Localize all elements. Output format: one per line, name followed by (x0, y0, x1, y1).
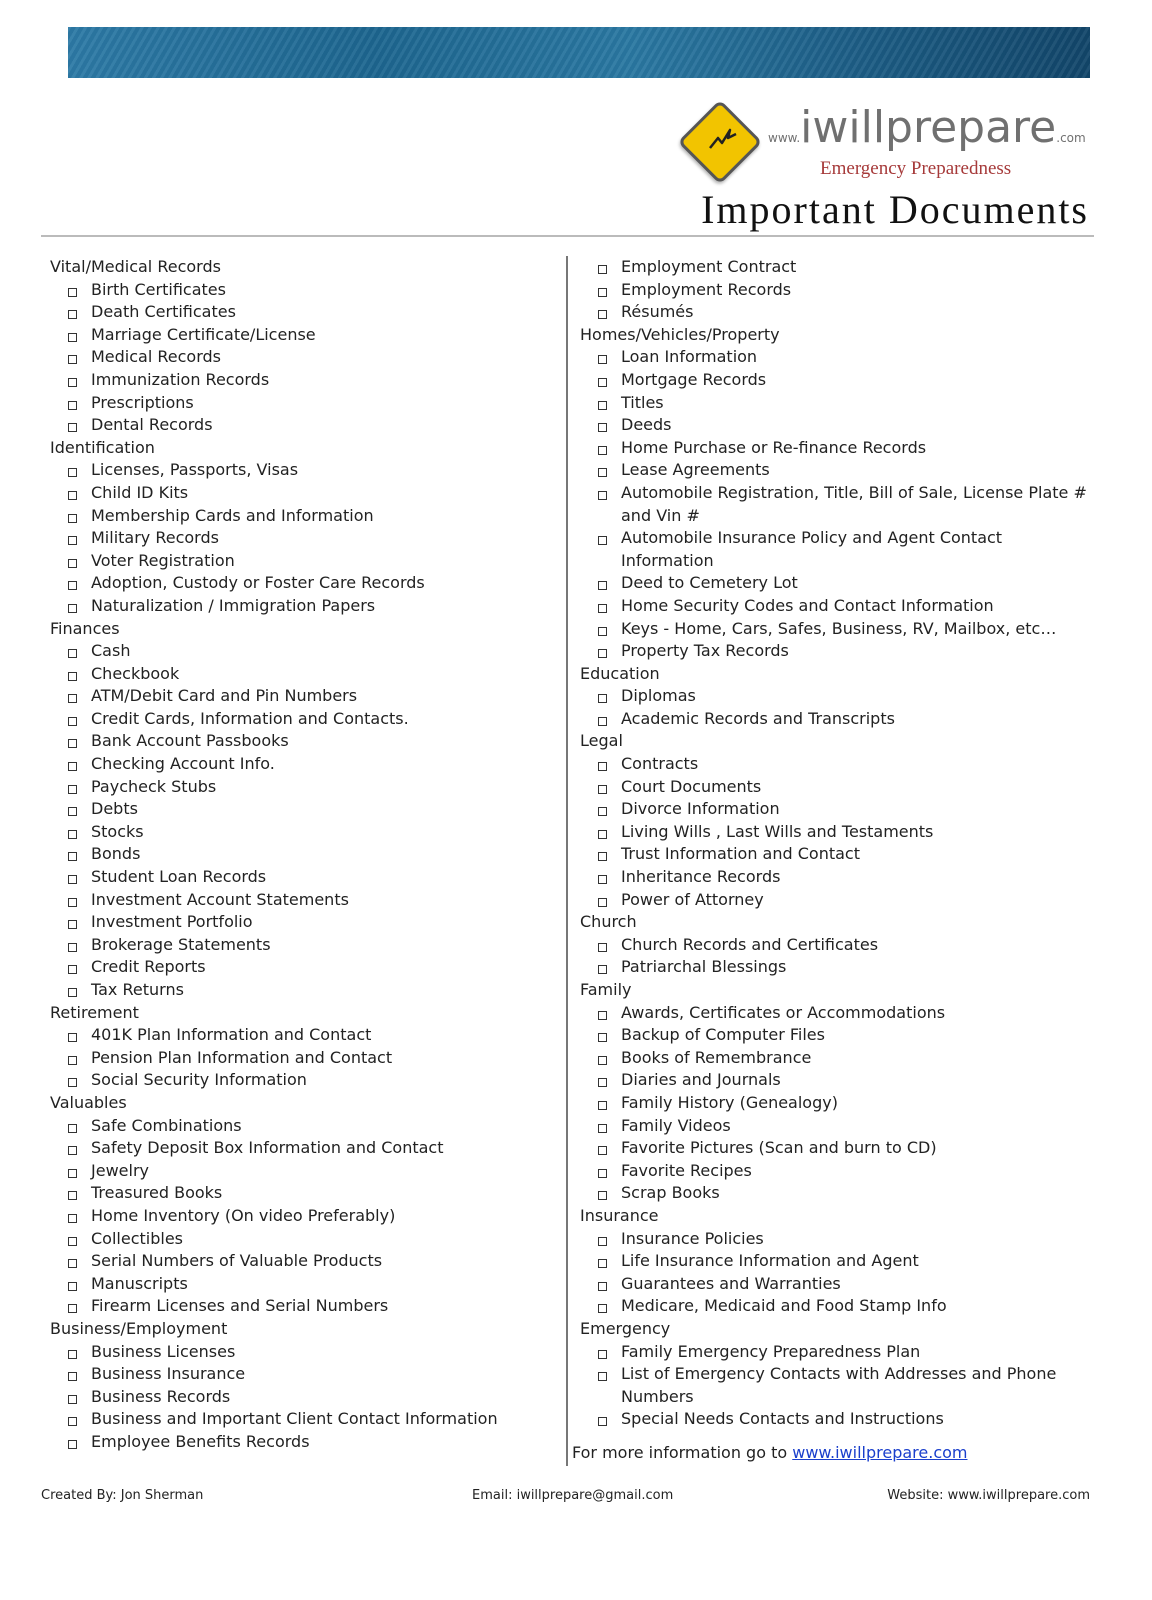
section-heading: Retirement (50, 1002, 139, 1022)
checklist-item[interactable]: Résumés (580, 301, 1095, 324)
checklist-item[interactable]: Pension Plan Information and Contact (50, 1047, 555, 1070)
checklist-item[interactable]: Safety Deposit Box Information and Contact (50, 1137, 555, 1160)
checklist-item[interactable]: Special Needs Contacts and Instructions (580, 1408, 1095, 1431)
section-heading: Vital/Medical Records (50, 257, 221, 276)
section-heading: Legal (580, 731, 623, 751)
checklist-item[interactable]: Bonds (50, 843, 555, 866)
checklist-item[interactable]: Diplomas (580, 685, 1095, 708)
checklist-item[interactable]: Paycheck Stubs (50, 776, 555, 799)
brand-text: iwillprepare (800, 102, 1057, 153)
checklist-item[interactable]: Business and Important Client Contact Information (50, 1408, 555, 1431)
checklist-item[interactable]: Bank Account Passbooks (50, 730, 555, 753)
brand-www: www. (768, 131, 801, 145)
section-heading: Valuables (50, 1092, 127, 1112)
checklist-item[interactable]: Tax Returns (50, 979, 555, 1002)
checklist-item[interactable]: 401K Plan Information and Contact (50, 1024, 555, 1047)
checklist-item[interactable]: Employment Records (580, 279, 1095, 302)
checklist-item[interactable]: Membership Cards and Information (50, 505, 555, 528)
checklist-item[interactable]: Immunization Records (50, 369, 555, 392)
right-column (580, 256, 1095, 1431)
checklist-item[interactable]: Credit Cards, Information and Contacts. (50, 708, 555, 731)
section-heading: Finances (50, 618, 120, 638)
checklist-item[interactable]: Safe Combinations (50, 1115, 555, 1138)
checklist-item[interactable]: Jewelry (50, 1160, 555, 1183)
checklist-item[interactable]: Living Wills , Last Wills and Testaments (580, 821, 1095, 844)
checklist-item[interactable]: Medicare, Medicaid and Food Stamp Info (580, 1295, 1095, 1318)
footer-email: Email: iwillprepare@gmail.com (472, 1488, 674, 1503)
checklist-item[interactable]: Books of Remembrance (580, 1047, 1095, 1070)
lightning-bolt-icon (706, 122, 740, 156)
page-title: Important Documents (701, 187, 1089, 232)
checklist-item[interactable]: Employee Benefits Records (50, 1431, 555, 1454)
checklist-item[interactable]: Business Insurance (50, 1363, 555, 1386)
section-heading: Family (580, 980, 632, 999)
checklist-item[interactable]: Lease Agreements (580, 459, 1095, 482)
section-heading: Church (580, 912, 637, 932)
checklist-item[interactable]: Student Loan Records (50, 866, 555, 889)
logo (680, 100, 1090, 186)
checklist-item[interactable]: Automobile Registration, Title, Bill of Sale, License Plate # and Vin # (580, 482, 1095, 527)
more-info-text: For more information go to (572, 1443, 793, 1462)
checklist-item[interactable]: List of Emergency Contacts with Addresses and Phone Numbers (580, 1363, 1095, 1408)
checklist-item[interactable]: Treasured Books (50, 1182, 555, 1205)
checklist-item[interactable]: Business Licenses (50, 1341, 555, 1364)
checklist-item[interactable]: Contracts (580, 753, 1095, 776)
checklist-item[interactable]: Adoption, Custody or Foster Care Records (50, 572, 555, 595)
checklist-item[interactable]: Dental Records (50, 414, 555, 437)
checklist-item[interactable]: Investment Account Statements (50, 889, 555, 912)
checklist-item[interactable]: Favorite Pictures (Scan and burn to CD) (580, 1137, 1095, 1160)
checklist-item[interactable]: Manuscripts (50, 1273, 555, 1296)
checklist-item[interactable]: Birth Certificates (50, 279, 555, 302)
brand-name (768, 102, 1086, 153)
column-divider (566, 256, 568, 1466)
brand-com: .com (1056, 131, 1086, 145)
checklist-item[interactable]: Licenses, Passports, Visas (50, 459, 555, 482)
checklist-item[interactable]: Property Tax Records (580, 640, 1095, 663)
checklist-item[interactable]: Social Security Information (50, 1069, 555, 1092)
checklist-item[interactable]: Checking Account Info. (50, 753, 555, 776)
checklist-item[interactable]: Court Documents (580, 776, 1095, 799)
checklist-item[interactable]: Death Certificates (50, 301, 555, 324)
checklist-item[interactable]: Diaries and Journals (580, 1069, 1095, 1092)
checklist-item[interactable]: Inheritance Records (580, 866, 1095, 889)
checklist-item[interactable]: Prescriptions (50, 392, 555, 415)
checklist-item[interactable]: Family History (Genealogy) (580, 1092, 1095, 1115)
checklist-item[interactable]: Cash (50, 640, 555, 663)
checklist-item[interactable]: Business Records (50, 1386, 555, 1409)
divider (41, 235, 1094, 237)
checklist-item[interactable]: Voter Registration (50, 550, 555, 573)
checklist-item[interactable]: Home Security Codes and Contact Information (580, 595, 1095, 618)
checklist-item[interactable]: Medical Records (50, 346, 555, 369)
footer-created-by: Created By: Jon Sherman (41, 1488, 204, 1503)
checklist-item[interactable]: Scrap Books (580, 1182, 1095, 1205)
left-column (50, 256, 555, 1453)
checklist-item[interactable]: Military Records (50, 527, 555, 550)
checklist-item[interactable]: Home Inventory (On video Preferably) (50, 1205, 555, 1228)
checklist-item[interactable]: Life Insurance Information and Agent (580, 1250, 1095, 1273)
section-heading: Education (580, 663, 660, 683)
section-heading: Homes/Vehicles/Property (580, 324, 780, 344)
website-link[interactable]: www.iwillprepare.com (792, 1443, 968, 1462)
checklist-item[interactable]: Credit Reports (50, 956, 555, 979)
checklist-item[interactable]: Deeds (580, 414, 1095, 437)
checklist-item[interactable]: Debts (50, 798, 555, 821)
checklist-item[interactable]: Insurance Policies (580, 1228, 1095, 1251)
checklist-item[interactable]: Home Purchase or Re-finance Records (580, 437, 1095, 460)
section-heading: Insurance (580, 1205, 659, 1225)
checklist-item[interactable]: ATM/Debit Card and Pin Numbers (50, 685, 555, 708)
checklist-item[interactable]: Guarantees and Warranties (580, 1273, 1095, 1296)
checklist-item[interactable]: Collectibles (50, 1228, 555, 1251)
checklist-item[interactable]: Automobile Insurance Policy and Agent Contact Information (580, 527, 1095, 572)
checklist-item[interactable]: Church Records and Certificates (580, 934, 1095, 957)
checklist-item[interactable]: Stocks (50, 821, 555, 844)
checklist-item[interactable]: Power of Attorney (580, 889, 1095, 912)
section-heading: Identification (50, 437, 155, 457)
header-banner (68, 27, 1090, 78)
checklist-item[interactable]: Favorite Recipes (580, 1160, 1095, 1183)
section-heading: Emergency (580, 1318, 671, 1338)
checklist-item[interactable]: Family Videos (580, 1115, 1095, 1138)
checklist-item[interactable]: Loan Information (580, 346, 1095, 369)
checklist-item[interactable]: Divorce Information (580, 798, 1095, 821)
checklist-item[interactable]: Backup of Computer Files (580, 1024, 1095, 1047)
section-heading: Business/Employment (50, 1318, 228, 1338)
checklist-item[interactable]: Trust Information and Contact (580, 843, 1095, 866)
checklist-item[interactable]: Keys - Home, Cars, Safes, Business, RV, Mailbox, etc… (580, 618, 1095, 641)
checklist-item[interactable]: Child ID Kits (50, 482, 555, 505)
checklist-item[interactable]: Firearm Licenses and Serial Numbers (50, 1295, 555, 1318)
checklist-item[interactable]: Titles (580, 392, 1095, 415)
checklist-item[interactable]: Academic Records and Transcripts (580, 708, 1095, 731)
checklist-item[interactable]: Checkbook (50, 663, 555, 686)
checklist-item[interactable]: Brokerage Statements (50, 934, 555, 957)
footer-website: Website: www.iwillprepare.com (887, 1488, 1090, 1503)
checklist-item[interactable]: Naturalization / Immigration Papers (50, 595, 555, 618)
checklist-item[interactable]: Investment Portfolio (50, 911, 555, 934)
checklist-item[interactable]: Employment Contract (580, 256, 1095, 279)
checklist-item[interactable]: Deed to Cemetery Lot (580, 572, 1095, 595)
more-info (572, 1443, 968, 1462)
checklist-item[interactable]: Serial Numbers of Valuable Products (50, 1250, 555, 1273)
checklist-item[interactable]: Mortgage Records (580, 369, 1095, 392)
checklist-item[interactable]: Patriarchal Blessings (580, 956, 1095, 979)
checklist-item[interactable]: Marriage Certificate/License (50, 324, 555, 347)
checklist-item[interactable]: Family Emergency Preparedness Plan (580, 1341, 1095, 1364)
checklist-item[interactable]: Awards, Certificates or Accommodations (580, 1002, 1095, 1025)
brand-tagline: Emergency Preparedness (820, 158, 1012, 179)
